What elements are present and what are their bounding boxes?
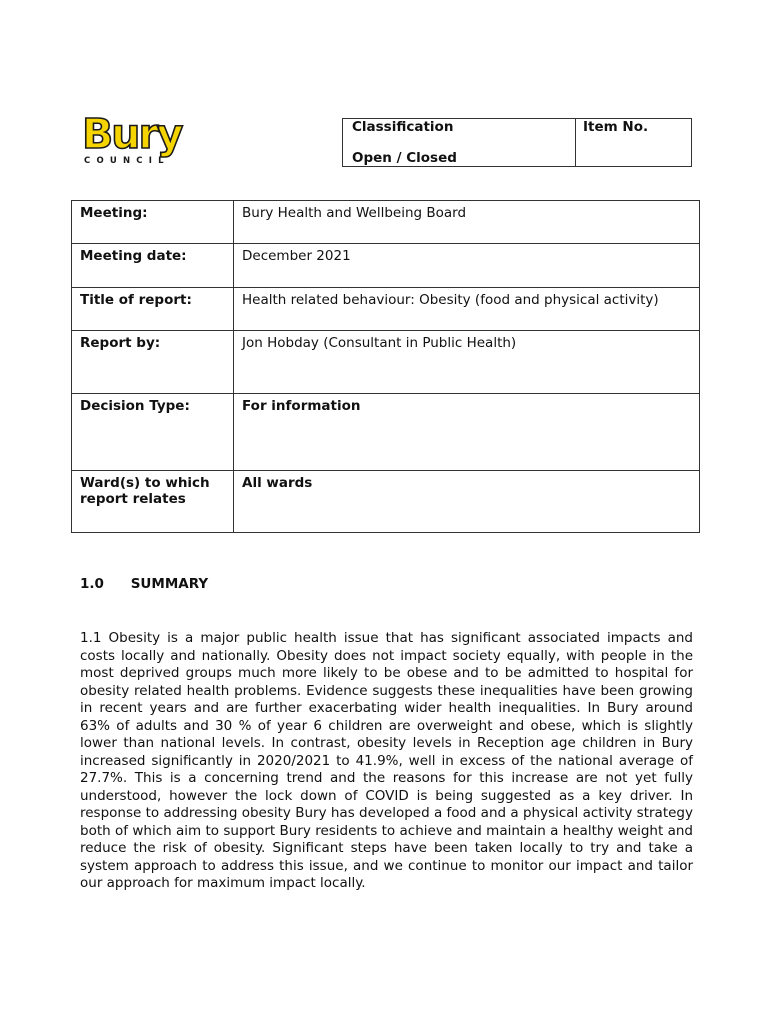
classification-label: Classification (352, 119, 454, 135)
table-row (72, 201, 700, 244)
meeting-date-label: Meeting date: (72, 244, 234, 288)
section-title: SUMMARY (130, 576, 209, 592)
meeting-label: Meeting: (72, 201, 234, 244)
logo-word: Bury (82, 110, 182, 158)
bury-council-logo-graphic (80, 110, 210, 166)
section-number: 1.0 (80, 576, 104, 592)
logo-subword: COUNCIL (84, 156, 170, 166)
table-row (72, 288, 700, 331)
table-row (72, 331, 700, 394)
meeting-date-value: December 2021 (234, 244, 700, 288)
report-by-label: Report by: (72, 331, 234, 394)
decision-type-label: Decision Type: (72, 394, 234, 471)
decision-type-value: For information (234, 394, 700, 471)
report-title-value: Health related behaviour: Obesity (food and physical activity) (234, 288, 700, 331)
report-metadata-table (71, 200, 700, 533)
classification-value: Open / Closed (352, 150, 457, 166)
item-number-label: Item No. (583, 119, 649, 135)
report-title-label: Title of report: (72, 288, 234, 331)
meeting-value: Bury Health and Wellbeing Board (234, 201, 700, 244)
bury-council-logo (80, 110, 210, 166)
wards-value: All wards (234, 471, 700, 533)
table-row (72, 394, 700, 471)
classification-box (342, 118, 692, 167)
classification-cell (343, 119, 576, 166)
item-number-cell (576, 119, 691, 166)
table-row (72, 471, 700, 533)
wards-label: Ward(s) to which report relates (72, 471, 234, 533)
summary-paragraph: 1.1 Obesity is a major public health issue that has significant associated impacts and costs locally and nationally. Obesity does not impact society equally, with people in the most deprived groups much more likely to be obese and to be admitted to hospital for obesity related health problems. Evidence suggests these inequalities have been growing in recent years and are further exacerbating wider health inequalities. In Bury around 63% of adults and 30 % of year 6 children are overweight and obese, which is slightly lower than national levels. In contrast, obesity levels in Reception age children in Bury increased significantly in 2020/2021 to 41.9%, well in excess of the national average of 27.7%. This is a concerning trend and the reasons for this increase are not yet fully understood, however the lock down of COVID is being suggested as a key driver. In response to addressing obesity Bury has developed a food and a physical activity strategy both of which aim to support Bury residents to achieve and maintain a healthy weight and reduce the risk of obesity. Significant steps have been taken locally to try and take a system approach to address this issue, and we continue to monitor our impact and tailor our approach for maximum impact locally. (80, 630, 693, 891)
report-by-value: Jon Hobday (Consultant in Public Health) (234, 331, 700, 394)
table-row (72, 244, 700, 288)
section-heading (80, 576, 208, 592)
